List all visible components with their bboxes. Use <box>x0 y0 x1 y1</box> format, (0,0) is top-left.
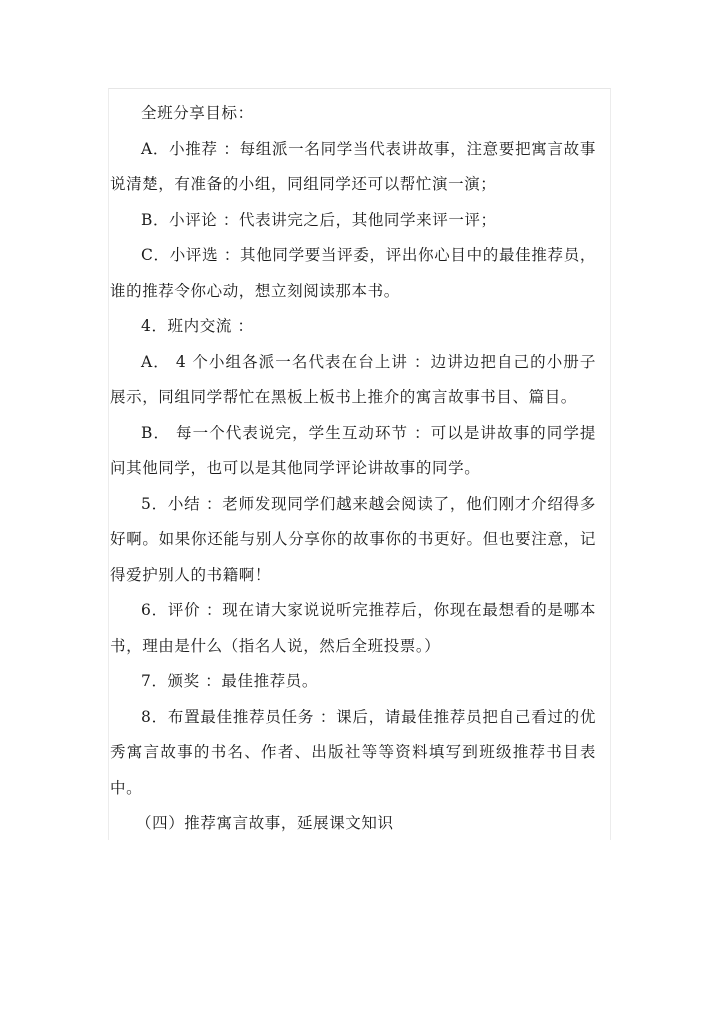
paragraph-interaction: B． 每一个代表说完，学生互动环节 ：可以是讲故事的同学提问其他同学，也可以是其他同学评论讲故事的同学。 <box>110 423 596 477</box>
paragraph-group-present: A． 4 个小组各派一名代表在台上讲 ：边讲边把自己的小册子展示，同组同学帮忙在黑板上板书上推介的寓言故事书目、篇目。 <box>110 352 596 406</box>
paragraph-small-recommend: A．小推荐 ：每组派一名同学当代表讲故事，注意要把寓言故事说清楚，有准备的小组，同组同学还可以帮忙演一演； <box>110 139 596 193</box>
document-body <box>110 96 596 842</box>
section-heading-four: （四）推荐寓言故事，延展课文知识 <box>136 814 394 832</box>
paragraph-small-review: B．小评论 ：代表讲完之后，其他同学来评一评； <box>141 210 497 229</box>
paragraph-small-selection: C．小评选 ：其他同学要当评委，评出你心目中的最佳推荐员，谁的推荐令你心动，想立刻阅读那本书。 <box>110 246 596 300</box>
paragraph-award: 7．颁奖 ：最佳推荐员。 <box>141 672 318 690</box>
paragraph-summary: 5．小结 ：老师发现同学们越来越会阅读了，他们刚才介绍得多好啊。如果你还能与别人分享你的故事你的书更好。但也要注意，记得爱护别人的书籍啊！ <box>110 494 596 584</box>
paragraph-assignment: 8．布置最佳推荐员任务 ：课后，请最佳推荐员把自己看过的优秀寓言故事的书名、作者、出版社等等资料填写到班级推荐书目表中。 <box>110 707 596 797</box>
paragraph-class-exchange: 4．班内交流 ： <box>141 317 254 335</box>
paragraph-goal-heading: 全班分享目标： <box>141 104 254 122</box>
paragraph-evaluation: 6．评价 ：现在请大家说说听完推荐后，你现在最想看的是哪本书，理由是什么（指名人说，然后全班投票。） <box>110 601 596 655</box>
